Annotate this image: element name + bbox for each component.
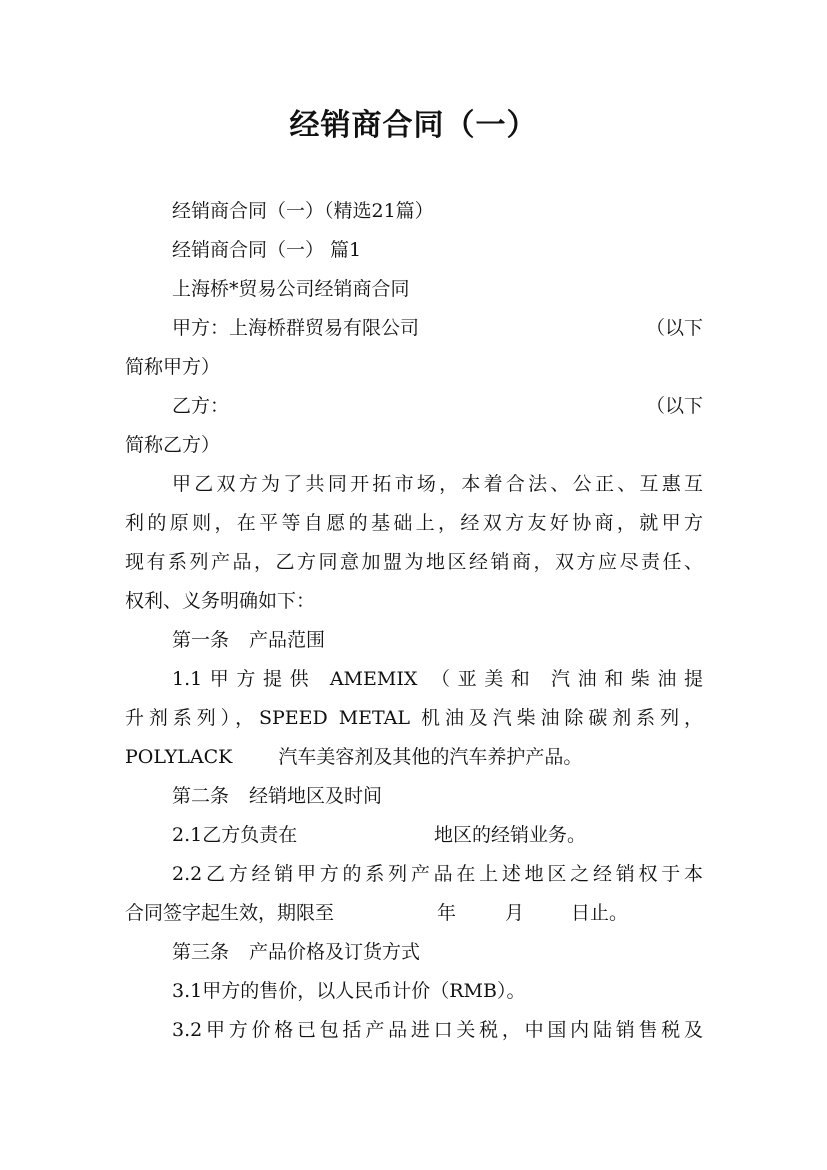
- paragraph-line: 升剂系列），SPEED METAL 机油及汽柴油除碳剂系列，: [125, 707, 703, 729]
- term-month: 月: [505, 902, 525, 924]
- subtitle-line: 经销商合同（一）（精选21篇）: [172, 200, 434, 222]
- region-line: [172, 822, 703, 848]
- party-b-abbrev: 简称乙方）: [125, 434, 221, 456]
- paragraph-line: POLYLACK 汽车美容剂及其他的汽车养护产品。: [125, 746, 583, 768]
- paragraph-line: 1.1甲方提供 AMEMIX （亚美和 汽油和柴油提: [172, 668, 703, 690]
- party-b-text: 乙方：: [172, 395, 230, 417]
- article-heading: 第三条 产品价格及订货方式: [172, 941, 421, 963]
- paragraph-line: 权利、义务明确如下：: [125, 590, 316, 612]
- term-text: 合同签字起生效，期限至: [125, 902, 335, 924]
- party-a-note: （以下: [645, 317, 703, 339]
- paragraph-line: 甲乙双方为了共同开拓市场，本着合法、公正、互惠互: [172, 473, 703, 495]
- term-day: 日止。: [571, 902, 629, 924]
- party-b-line: [172, 393, 703, 419]
- party-a-line: [172, 315, 703, 341]
- document-title: 经销商合同（一）: [289, 108, 538, 143]
- party-b-note: （以下: [645, 395, 703, 417]
- paragraph-line: 2.2乙方经销甲方的系列产品在上述地区之经销权于本: [172, 863, 703, 885]
- party-a-abbrev: 简称甲方）: [125, 356, 221, 378]
- term-year: 年: [437, 902, 457, 924]
- section-heading: 经销商合同（一） 篇1: [172, 239, 362, 261]
- party-a-text: 甲方：上海桥群贸易有限公司: [172, 317, 420, 339]
- article-heading: 第一条 产品范围: [172, 629, 326, 651]
- term-line: [125, 900, 703, 926]
- article-heading: 第二条 经销地区及时间: [172, 785, 383, 807]
- paragraph-line: 利的原则，在平等自愿的基础上，经双方友好协商，就甲方: [125, 512, 703, 534]
- region-text-end: 地区的经销业务。: [434, 824, 587, 846]
- paragraph-line: 3.1甲方的售价，以人民币计价（RMB）。: [172, 980, 526, 1002]
- paragraph-line: 现有系列产品，乙方同意加盟为地区经销商，双方应尽责任、: [125, 551, 703, 573]
- region-text: 2.1乙方负责在: [172, 824, 298, 846]
- contract-name: 上海桥*贸易公司经销商合同: [172, 278, 410, 300]
- paragraph-line: 3.2甲方价格已包括产品进口关税，中国内陆销售税及: [172, 1019, 703, 1041]
